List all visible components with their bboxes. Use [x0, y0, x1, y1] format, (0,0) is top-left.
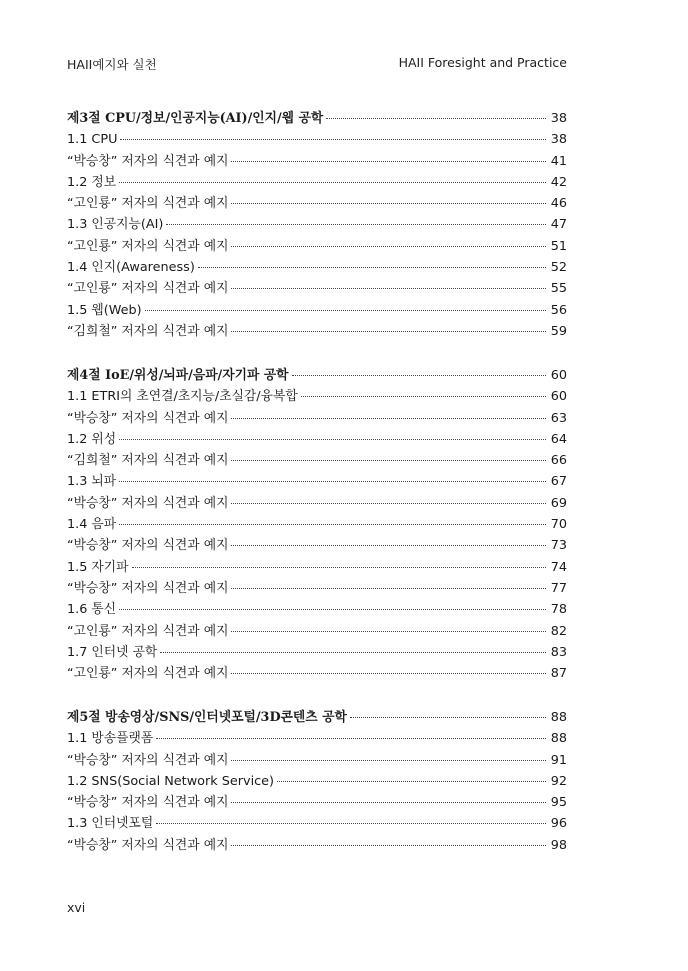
dot-leader: [350, 716, 546, 718]
toc-entry[interactable]: [67, 813, 567, 834]
page-number: xvi: [67, 900, 86, 915]
toc-entry[interactable]: [67, 214, 567, 235]
toc-entry-page: 47: [550, 217, 567, 233]
toc-entry[interactable]: [67, 642, 567, 663]
toc-entry-title: “박승창” 저자의 식견과 예지: [67, 752, 229, 768]
dot-leader: [231, 544, 546, 546]
toc-entry-page: 95: [550, 795, 567, 811]
toc-entry-title: “고인룡” 저자의 식견과 예지: [67, 623, 229, 639]
toc-entry[interactable]: [67, 450, 567, 471]
toc-entry-page: 73: [550, 538, 567, 554]
toc-entry-title: “박승창” 저자의 식견과 예지: [67, 580, 229, 596]
toc-entry-title: 제3절 CPU/정보/인공지능(AI)/인지/웹 공학: [67, 111, 324, 126]
running-header-right: HAII Foresight and Practice: [398, 55, 567, 70]
toc-entry-page: 92: [550, 773, 567, 789]
toc-entry-title: 1.5 웹(Web): [67, 302, 142, 318]
toc-entry-title: “김희철” 저자의 식견과 예지: [67, 323, 229, 339]
dot-leader: [326, 117, 546, 119]
toc-entry[interactable]: [67, 514, 567, 535]
toc-entry-page: 88: [550, 731, 567, 747]
toc-entry-page: 51: [550, 238, 567, 254]
dot-leader: [231, 844, 546, 846]
toc-chapter-entry[interactable]: [67, 707, 567, 728]
dot-leader: [160, 651, 546, 653]
toc-entry-page: 98: [550, 837, 567, 853]
dot-leader: [132, 566, 546, 568]
dot-leader: [231, 160, 546, 162]
toc-entry-page: 55: [550, 281, 567, 297]
toc-entry-title: 1.5 자기파: [67, 559, 129, 575]
toc-entry[interactable]: [67, 792, 567, 813]
toc-entry-title: 1.1 ETRI의 초연결/초지능/초실감/융복합: [67, 389, 298, 405]
toc-entry-title: 1.1 CPU: [67, 132, 118, 148]
dot-leader: [231, 202, 546, 204]
toc-entry-title: 1.7 인터넷 공학: [67, 644, 158, 660]
toc-entry[interactable]: [67, 599, 567, 620]
toc-entry-page: 74: [550, 559, 567, 575]
dot-leader: [292, 374, 547, 376]
toc-entry[interactable]: [67, 578, 567, 599]
toc-entry-title: “박승창” 저자의 식견과 예지: [67, 538, 229, 554]
toc-entry[interactable]: [67, 621, 567, 642]
toc-entry-page: 91: [550, 752, 567, 768]
toc-entry-title: “고인룡” 저자의 식견과 예지: [67, 666, 229, 682]
toc-section: [67, 108, 567, 342]
toc-entry[interactable]: [67, 408, 567, 429]
toc-entry[interactable]: [67, 471, 567, 492]
toc-entry-page: 60: [550, 368, 567, 383]
toc-entry-title: “박승창” 저자의 식견과 예지: [67, 837, 229, 853]
running-header-left: HAII예지와 실천: [67, 57, 157, 72]
dot-leader: [231, 759, 546, 761]
dot-leader: [231, 672, 546, 674]
toc-entry-page: 63: [550, 410, 567, 426]
toc-section: [67, 365, 567, 684]
dot-leader: [119, 438, 546, 440]
toc-entry[interactable]: [67, 300, 567, 321]
toc-entry-title: 1.2 정보: [67, 174, 117, 190]
toc-entry-title: 제4절 IoE/위성/뇌파/음파/자기파 공학: [67, 368, 289, 383]
toc-entry[interactable]: [67, 257, 567, 278]
toc-entry-title: 1.3 뇌파: [67, 474, 117, 490]
toc-entry-page: 67: [550, 474, 567, 490]
dot-leader: [156, 822, 546, 824]
toc-entry[interactable]: [67, 172, 567, 193]
dot-leader: [231, 417, 546, 419]
toc-entry-title: 제5절 방송영상/SNS/인터넷포털/3D콘텐츠 공학: [67, 710, 347, 725]
toc-entry-page: 70: [550, 517, 567, 533]
toc-entry[interactable]: [67, 535, 567, 556]
toc-entry[interactable]: [67, 493, 567, 514]
toc-entry-title: 1.2 위성: [67, 431, 117, 447]
toc-entry[interactable]: [67, 663, 567, 684]
toc-entry-title: “고인룡” 저자의 식견과 예지: [67, 196, 229, 212]
dot-leader: [156, 737, 546, 739]
toc-entry-title: “박승창” 저자의 식견과 예지: [67, 153, 229, 169]
toc-entry-title: “고인룡” 저자의 식견과 예지: [67, 238, 229, 254]
dot-leader: [119, 480, 546, 482]
toc-entry-title: 1.6 통신: [67, 602, 117, 618]
toc-chapter-entry[interactable]: [67, 365, 567, 386]
toc-entry-title: 1.3 인터넷포털: [67, 816, 154, 832]
dot-leader: [231, 330, 546, 332]
toc-entry-title: 1.3 인공지능(AI): [67, 217, 164, 233]
toc-entry-page: 78: [550, 602, 567, 618]
toc-entry-title: “박승창” 저자의 식견과 예지: [67, 410, 229, 426]
toc-entry[interactable]: [67, 129, 567, 150]
toc-entry-title: “박승창” 저자의 식견과 예지: [67, 795, 229, 811]
toc-entry-title: 1.4 인지(Awareness): [67, 260, 195, 276]
toc-entry[interactable]: [67, 750, 567, 771]
dot-leader: [231, 502, 546, 504]
toc-entry[interactable]: [67, 771, 567, 792]
toc-entry-title: 1.1 방송플랫폼: [67, 731, 154, 747]
toc-entry[interactable]: [67, 151, 567, 172]
toc-entry-page: 88: [550, 710, 567, 725]
toc-entry-page: 83: [550, 644, 567, 660]
dot-leader: [231, 801, 546, 803]
dot-leader: [119, 608, 546, 610]
dot-leader: [166, 223, 546, 225]
toc-entry-page: 38: [550, 111, 567, 126]
toc-entry[interactable]: [67, 386, 567, 407]
toc-entry[interactable]: [67, 728, 567, 749]
toc-entry-page: 96: [550, 816, 567, 832]
toc-entry-page: 41: [550, 153, 567, 169]
toc-entry-title: 1.2 SNS(Social Network Service): [67, 773, 275, 789]
dot-leader: [119, 181, 546, 183]
dot-leader: [231, 630, 546, 632]
toc-entry[interactable]: [67, 835, 567, 856]
dot-leader: [231, 287, 546, 289]
toc-entry-page: 87: [550, 666, 567, 682]
dot-leader: [231, 587, 546, 589]
toc-entry[interactable]: [67, 557, 567, 578]
toc-entry-page: 64: [550, 431, 567, 447]
toc-chapter-entry[interactable]: [67, 108, 567, 129]
toc-section: [67, 707, 567, 856]
toc-entry-page: 56: [550, 302, 567, 318]
toc-entry-title: “박승창” 저자의 식견과 예지: [67, 495, 229, 511]
toc-entry-page: 38: [550, 132, 567, 148]
toc-entry-page: 82: [550, 623, 567, 639]
toc-entry-title: 1.4 음파: [67, 517, 117, 533]
toc-entry-page: 59: [550, 323, 567, 339]
dot-leader: [145, 309, 546, 311]
toc-entry-title: “고인룡” 저자의 식견과 예지: [67, 281, 229, 297]
toc-entry-page: 60: [550, 389, 567, 405]
toc-entry-page: 52: [550, 260, 567, 276]
dot-leader: [277, 780, 546, 782]
toc-entry-title: “김희철” 저자의 식견과 예지: [67, 453, 229, 469]
toc-entry-page: 77: [550, 580, 567, 596]
dot-leader: [231, 459, 546, 461]
toc-entry[interactable]: [67, 429, 567, 450]
toc-entry-page: 69: [550, 495, 567, 511]
dot-leader: [198, 266, 546, 268]
toc-entry-page: 42: [550, 174, 567, 190]
toc-entry[interactable]: [67, 193, 567, 214]
toc-entry-page: 66: [550, 453, 567, 469]
toc-entry[interactable]: [67, 278, 567, 299]
dot-leader: [301, 395, 546, 397]
dot-leader: [119, 523, 546, 525]
toc-entry[interactable]: [67, 236, 567, 257]
dot-leader: [120, 138, 546, 140]
toc-entry[interactable]: [67, 321, 567, 342]
toc-entry-page: 46: [550, 196, 567, 212]
dot-leader: [231, 245, 546, 247]
